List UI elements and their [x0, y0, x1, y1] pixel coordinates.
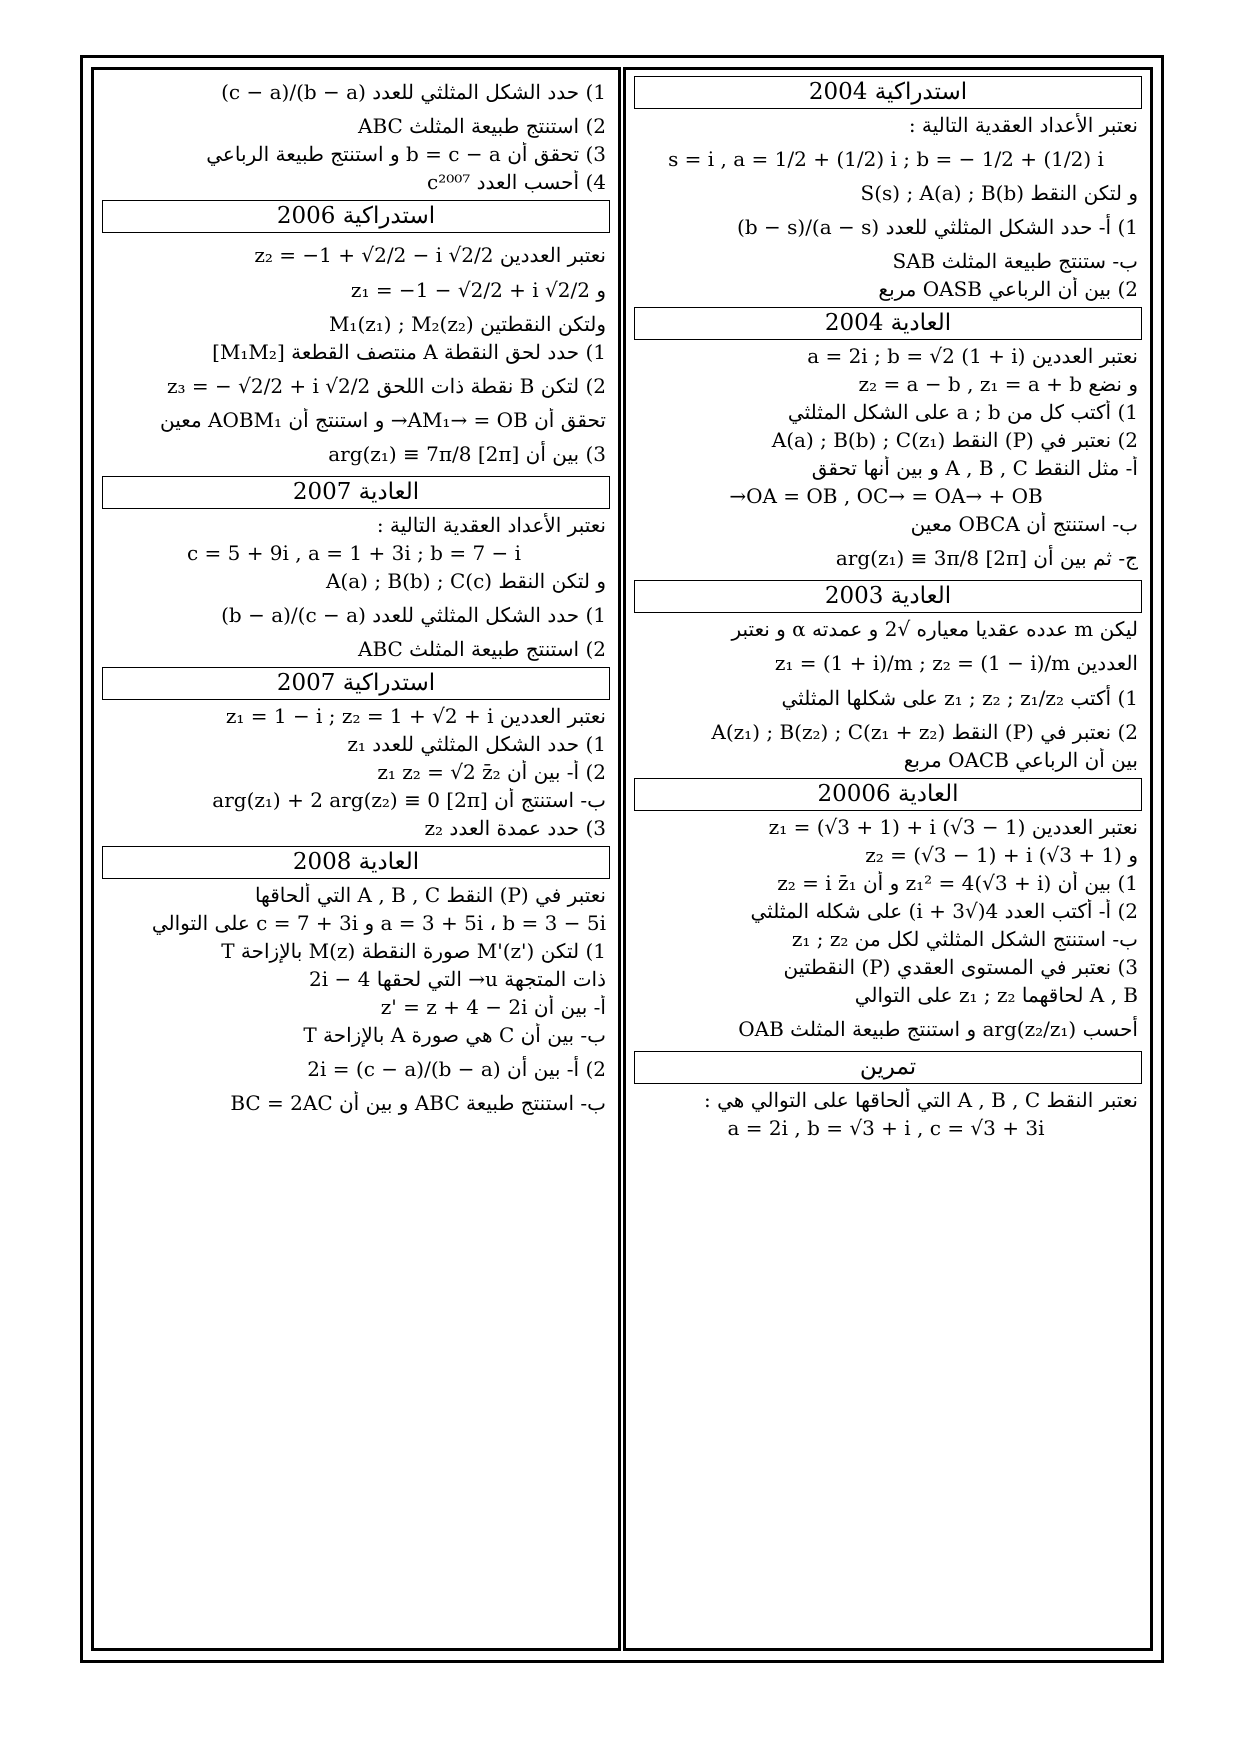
left-column: [91, 67, 621, 1651]
text-line: و لتكن النقط S(s) ; A(a) ; B(b): [860, 181, 1138, 205]
question-line: أ- بين أن z' = z + 4 − 2i: [380, 995, 606, 1019]
question-line: 2) نعتبر في (P) النقط A(a) ; B(b) ; C(z₁): [771, 428, 1138, 452]
question-line: 4) أحسب العدد c²⁰⁰⁷: [427, 170, 606, 194]
text-line: نعتبر الأعداد العقدية التالية :: [376, 513, 606, 537]
question-line: تحقق أن AM₁→ = OB→ و استنتج أن AOBM₁ معين: [160, 408, 606, 432]
question-line: 1) حدد لحق النقطة A منتصف القطعة [M₁M₂]: [212, 340, 606, 364]
text-line: و نضع z₂ = a − b , z₁ = a + b: [858, 372, 1138, 396]
text-line: و لتكن النقط A(a) ; B(b) ; C(c): [325, 569, 606, 593]
question-line: ب- استنتج طبيعة ABC و بين أن BC = 2AC: [230, 1091, 606, 1115]
question-line: أحسب arg(z₂/z₁) و استنتج طبيعة المثلث OAB: [738, 1017, 1138, 1041]
question-line: 2) استنتج طبيعة المثلث ABC: [358, 637, 606, 661]
question-line: 1) حدد الشكل المثلثي للعدد (b − a)/(c − a): [221, 80, 606, 104]
question-line: بين أن الرباعي OACB مربع: [903, 748, 1138, 772]
text-line: نعتبر في (P) النقط A , B , C التي ألحاقها: [254, 883, 606, 907]
right-column: [623, 67, 1153, 1651]
text-line: ولتكن النقطتين M₁(z₁) ; M₂(z₂): [328, 312, 606, 336]
question-line: ب- ستنتج طبيعة المثلث SAB: [892, 249, 1138, 273]
question-line: 2) أ- بين أن z₁ z₂ = √2 z̄₂: [377, 760, 606, 784]
question-line: ج- ثم بين أن arg(z₁) ≡ 3π/8 [2π]: [835, 546, 1138, 570]
question-line: 3) بين أن arg(z₁) ≡ 7π/8 [2π]: [328, 442, 606, 466]
text-line: نعتبر العددين z₁ = (√3 + 1) + i (√3 − 1): [768, 815, 1138, 839]
question-line: 1) حدد الشكل المثلثي للعدد z₁: [347, 732, 606, 756]
question-line: A , B لحاقهما z₁ ; z₂ على التوالي: [854, 983, 1138, 1007]
section-header-2007-rattrapage: استدراكية 2007: [102, 667, 610, 700]
question-line: ب- استنتج الشكل المثلثي لكل من z₁ ; z₂: [791, 927, 1138, 951]
question-line: 1) أ- حدد الشكل المثلثي للعدد (a − s)/(b − s): [737, 215, 1138, 239]
question-line: 2) بين أن الرباعي OASB مربع: [878, 277, 1138, 301]
math-line: OA = OB , OC→ = OA→ + OB→: [729, 484, 1043, 508]
question-line: 2) استنتج طبيعة المثلث ABC: [358, 114, 606, 138]
text-line: و z₂ = (√3 − 1) + i (√3 + 1): [865, 843, 1138, 867]
section-header-2007-normale: العادية 2007: [102, 476, 610, 509]
section-header-2004-rattrapage: استدراكية 2004: [634, 76, 1142, 109]
section-header-2003-normale: العادية 2003: [634, 580, 1142, 613]
question-line: 1) لتكن M'(z') صورة النقطة M(z) بالإزاحة T: [221, 939, 606, 963]
text-line: ليكن m عدده عقديا معياره √2 و عمدته α و نعتبر: [731, 617, 1138, 641]
text-line: نعتبر العددين z₂ = −1 + √2/2 − i √2/2: [254, 243, 606, 267]
question-line: 3) تحقق أن b = c − a و استنتج طبيعة الرباعي: [206, 142, 606, 166]
text-line: و z₁ = −1 − √2/2 + i √2/2: [350, 278, 606, 302]
question-line: 2) نعتبر في (P) النقط A(z₁) ; B(z₂) ; C(z₁ + z₂): [711, 720, 1138, 744]
math-line: s = i , a = 1/2 + (1/2) i ; b = − 1/2 + (1/2) i: [668, 147, 1104, 171]
question-line: ب- استنتج أن arg(z₁) + 2 arg(z₂) ≡ 0 [2π]: [212, 788, 606, 812]
question-line: ذات المتجهة u→ التي لحقها 4 − 2i: [309, 967, 606, 991]
text-line: نعتبر العددين a = 2i ; b = √2 (1 + i): [807, 344, 1138, 368]
page-frame: [80, 55, 1164, 1663]
text-line: a = 3 + 5i ، b = 3 − 5i و c = 7 + 3i على التوالي: [151, 911, 606, 935]
section-header-2006-rattrapage: استدراكية 2006: [102, 200, 610, 233]
question-line: ب- بين أن C هي صورة A بالإزاحة T: [303, 1023, 606, 1047]
text-line: نعتبر العددين z₁ = 1 − i ; z₂ = 1 + √2 + i: [225, 704, 606, 728]
text-line: نعتبر النقط A , B , C التي ألحاقها على التوالي هي :: [704, 1088, 1138, 1112]
section-header-exercise: تمرين: [634, 1051, 1142, 1084]
question-line: 1) بين أن z₁² = 4(√3 + i) و أن z₂ = i z̄₁: [777, 871, 1138, 895]
question-line: 2) أ- أكتب العدد 4(√3 + i) على شكله المثلثي: [750, 899, 1138, 923]
math-line: c = 5 + 9i , a = 1 + 3i ; b = 7 − i: [186, 541, 522, 565]
question-line: أ- مثل النقط A , B , C و بين أنها تحقق: [811, 456, 1138, 480]
question-line: 3) نعتبر في المستوى العقدي (P) النقطتين: [783, 955, 1138, 979]
section-header-2004-normale: العادية 2004: [634, 307, 1142, 340]
question-line: ب- استنتج أن OBCA معين: [910, 512, 1138, 536]
math-line: a = 2i , b = √3 + i , c = √3 + 3i: [727, 1116, 1045, 1140]
text-line: العددين z₁ = (1 + i)/m ; z₂ = (1 − i)/m: [774, 651, 1138, 675]
question-line: 1) أكتب كل من a ; b على الشكل المثلثي: [787, 400, 1138, 424]
section-header-2008-normale: العادية 2008: [102, 846, 610, 879]
text-line: نعتبر الأعداد العقدية التالية :: [908, 113, 1138, 137]
question-line: 1) حدد الشكل المثلثي للعدد (c − a)/(b − a): [221, 603, 606, 627]
question-line: 2) لتكن B نقطة ذات اللحق z₃ = − √2/2 + i √2/2: [167, 374, 606, 398]
section-header-20006-normale: العادية 20006: [634, 778, 1142, 811]
question-line: 3) حدد عمدة العدد z₂: [424, 816, 606, 840]
question-line: 2) أ- بين أن (b − a)/(c − a) = 2i: [307, 1057, 606, 1081]
question-line: 1) أكتب z₁ ; z₂ ; z₁/z₂ على شكلها المثلثي: [781, 686, 1138, 710]
